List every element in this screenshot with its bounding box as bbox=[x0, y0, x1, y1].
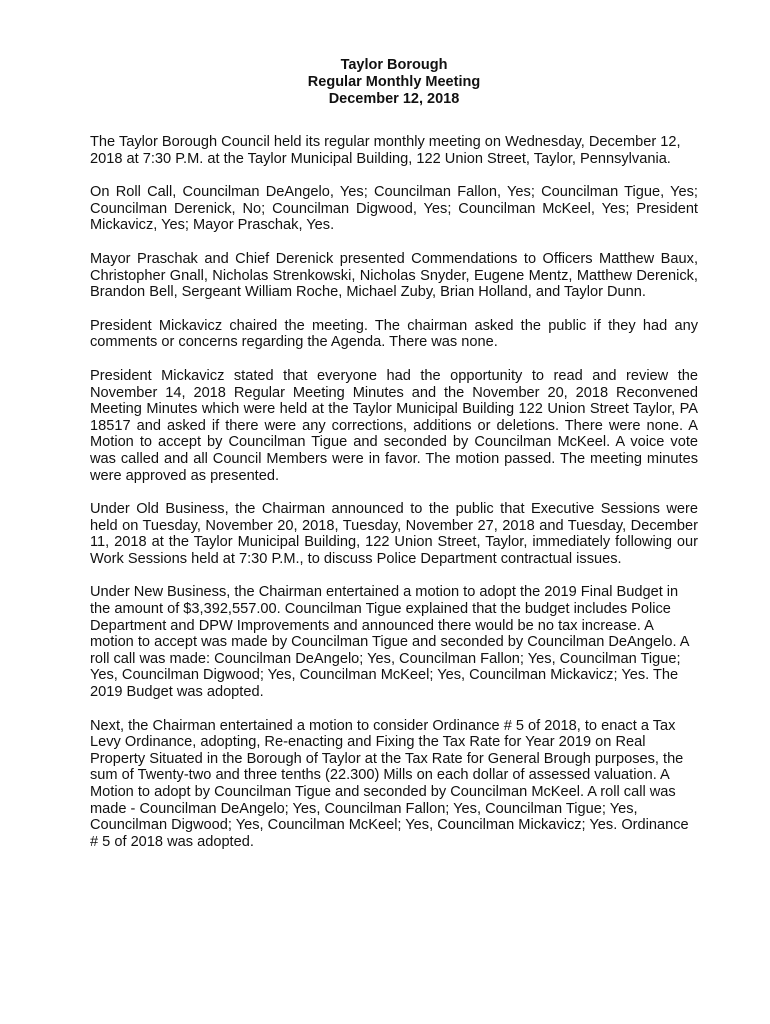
header-meeting-type: Regular Monthly Meeting bbox=[307, 74, 481, 90]
paragraph-chair-public-comment: President Mickavicz chaired the meeting. The chairman asked the public if they had any comments or concerns regarding the Agenda. There was none. bbox=[90, 317, 698, 351]
header-borough-name: Taylor Borough bbox=[340, 57, 448, 73]
paragraph-commendations: Mayor Praschak and Chief Derenick presented Commendations to Officers Matthew Baux, Christopher Gnall, Nicholas Strenkowski, Nicholas Snyder, Eugene Mentz, Matthew Derenick, Brandon Bell, Sergeant William Roche, Michael Zuby, Brian Holland, and Taylor Dunn. bbox=[90, 250, 698, 301]
paragraph-minutes-approval: President Mickavicz stated that everyone had the opportunity to read and review the November 14, 2018 Regular Meeting Minutes and the November 20, 2018 Reconvened Meeting Minutes which were held at the Taylor Municipal Building 122 Union Street Taylor, PA 18517 and asked if there were any corrections, additions or deletions. There were none. A Motion to accept by Councilman Tigue and seconded by Councilman McKeel. A voice vote was called and all Council Members were in favor. The motion passed. The meeting minutes were approved as presented. bbox=[90, 367, 698, 484]
paragraph-new-business-budget: Under New Business, the Chairman entertained a motion to adopt the 2019 Final Budget in the amount of $3,392,557.00. Councilman Tigue explained that the budget includes Police Department and DPW Improvements and announced there would be no tax increase. A motion to accept was made by Councilman Tigue and seconded by Councilman DeAngelo. A roll call was made: Councilman DeAngelo; Yes, Councilman Fallon; Yes, Councilman Tigue; Yes, Councilman Digwood; Yes, Councilman McKeel; Yes, Councilman Mickavicz; Yes. The 2019 Budget was adopted. bbox=[90, 584, 689, 701]
paragraph-ordinance-tax-levy: Next, the Chairman entertained a motion to consider Ordinance # 5 of 2018, to enact a Tax Levy Ordinance, adopting, Re-enacting and Fixing the Tax Rate for Year 2019 on Real Property Situated in the Borough of Taylor at the Tax Rate for General Brough purposes, the sum of Twenty-two and three tenths (22.300) Mills on each dollar of assessed valuation. A Motion to adopt by Councilman Tigue and seconded by Councilman McKeel. A roll call was made - Councilman DeAngelo; Yes, Councilman Fallon; Yes, Councilman Tigue; Yes, Councilman Digwood; Yes, Councilman McKeel; Yes, Councilman Mickavicz; Yes. Ordinance # 5 of 2018 was adopted. bbox=[90, 717, 689, 850]
document-page bbox=[90, 57, 698, 867]
paragraph-old-business: Under Old Business, the Chairman announced to the public that Executive Sessions were held on Tuesday, November 20, 2018, Tuesday, November 27, 2018 and Tuesday, December 11, 2018 at the Taylor Municipal Building, 122 Union Street, Taylor, immediately following our Work Sessions held at 7:30 P.M., to discuss Police Department contractual issues. bbox=[90, 501, 698, 567]
paragraph-roll-call: On Roll Call, Councilman DeAngelo, Yes; Councilman Fallon, Yes; Councilman Tigue, Yes; Councilman Derenick, No; Councilman Digwood, Yes; Councilman McKeel, Yes; President Mickavicz, Yes; Mayor Praschak, Yes. bbox=[90, 184, 698, 234]
paragraph-meeting-intro: The Taylor Borough Council held its regular monthly meeting on Wednesday, December 12, 2018 at 7:30 P.M. at the Taylor Municipal Building, 122 Union Street, Taylor, Pennsylvania. bbox=[90, 134, 681, 167]
document-header bbox=[90, 57, 698, 108]
header-meeting-date: December 12, 2018 bbox=[328, 91, 460, 107]
